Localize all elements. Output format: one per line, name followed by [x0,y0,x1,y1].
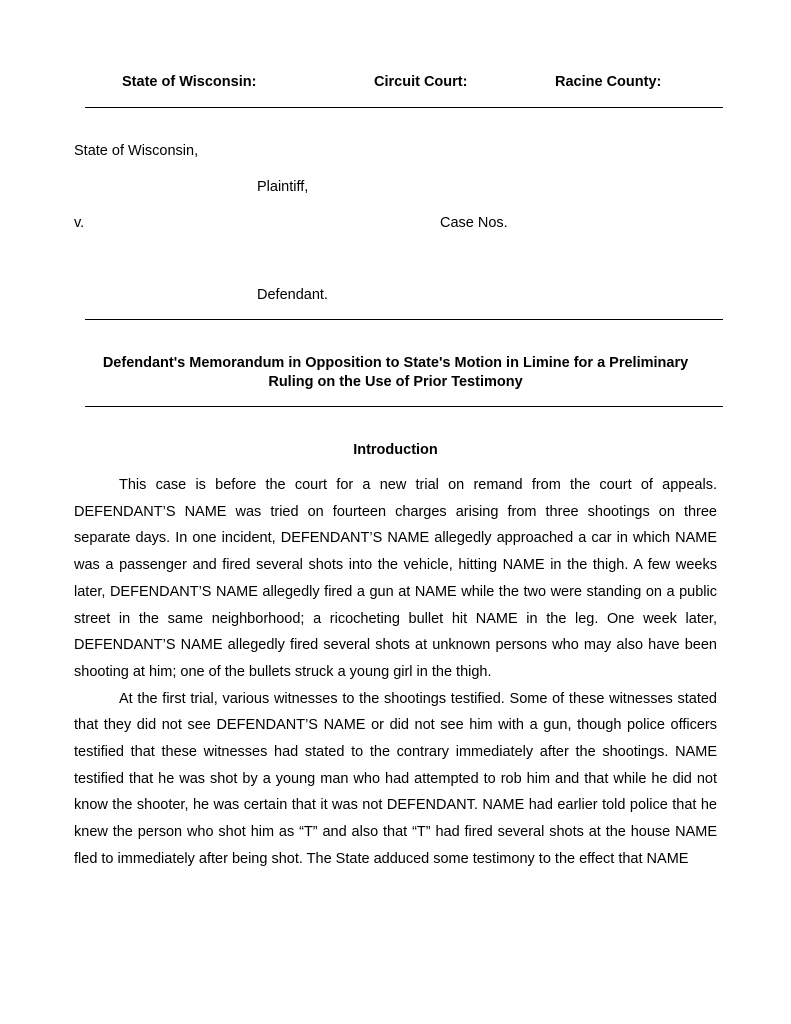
plaintiff-label: Plaintiff, [257,179,309,195]
memorandum-title [74,354,717,392]
introduction-paragraph-2: At the first trial, various witnesses to the shootings testified. Some of these witnesses stated that they did not see DEFENDANT’S NAME or did not see him with a gun, though police officers testified that these witnesses had stated to the contrary immediately after the shootings. NAME testified that he was shot by a young man who had attempted to rob him and that while he did not know the shooter, he was certain that it was not DEFENDANT. NAME had earlier told police that he knew the person who shot him as “T” and also that “T” had fired several shots at the house NAME fled to immediately after being shot. The State adduced some testimony to the effect that NAME [74,690,717,867]
title-divider [85,406,723,407]
introduction-paragraph-1: This case is before the court for a new trial on remand from the court of appeals. DEFENDANT’S NAME was tried on fourteen charges arising from three shootings on three separate days. In one incident, DEFENDANT’S NAME allegedly approached a car in which NAME was a passenger and fired several shots into the vehicle, hitting NAME in the thigh. A few weeks later, DEFENDANT’S NAME allegedly fired a gun at NAME while the two were standing on a public street in the same neighborhood; a ricocheting bullet hit NAME in the leg. One week later, DEFENDANT’S NAME allegedly fired several shots at unknown persons who may also have been shooting at him; one of the bullets struck a young girl in the thigh. [74,477,717,680]
introduction-heading: Introduction [353,442,438,458]
memorandum-title-line-1: Defendant's Memorandum in Opposition to State's Motion in Limine for a Preliminary [102,355,689,371]
header-state: State of Wisconsin: [122,74,257,90]
header-divider [85,107,723,108]
header-county: Racine County: [555,74,662,90]
case-numbers-label: Case Nos. [440,215,508,231]
defendant-label: Defendant. [257,287,328,303]
introduction-body [74,472,717,873]
header-court: Circuit Court: [374,74,468,90]
memorandum-title-line-2: Ruling on the Use of Prior Testimony [268,374,523,390]
plaintiff-name: State of Wisconsin, [74,143,199,159]
versus-label: v. [74,215,85,231]
caption-divider [85,319,723,320]
